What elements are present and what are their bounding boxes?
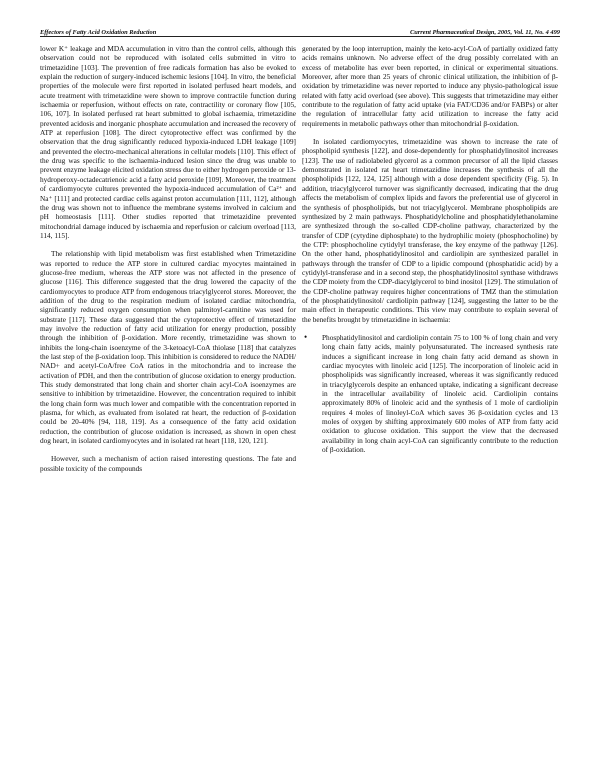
running-header-journal: Current Pharmaceutical Design, 2005, Vol. 11, No. 4 499 — [409, 29, 560, 36]
paragraph: The relationship with lipid metabolism was first established when Trimetazidine was reported to reduce the ATP store in cultured cardiac myocytes maintained in glucose-free medium, whereas the ATP store was not affected in the presence of glucose [116]. This difference suggested that the drug lowered the capacity of the cardiomyocytes to produce ATP from endogenous triacylglycerol stores. Moreover, the addition of the drug to the respiration medium of isolated cardiac mitochondria, significantly reduced oxygen consumption when palmitoyl-carnitine was used for substrate [117]. These data suggested that the cytoprotective effect of trimetazidine may involve the reduction of fatty acid utilization for energy production, possibly through the inhibition of β-oxidation. More recently, trimetazidine was shown to inhibits the long-chain isoenzyme of the 3-ketoacyl-CoA thiolase [118] that catalyzes the last step of the β-oxidation loop. This inhibition is considered to reduce the NADH/ NAD+ and acetyl-CoA/free CoA ratios in the mitochondria and to increase the activation of PDH, and then the contribution of glucose oxidation to energy production. This study demonstrated that long chain and shorter chain acyl-CoA isoenzymes are sensitive to inhibition by trimetazidine. However, the concentration required to inhibit the long chain form was much lower and compatible with the concentration reported in plasma, for which, as evaluated from isolated rat heart, the reduction of β-oxidation could be 20-40% [94, 118, 119]. As a consequence of the fatty acid oxidation reduction, the contribution of glucose oxidation is increased, as shown in open chest dog heart, in isolated cardiomyocytes and in isolated rat heart [118, 120, 121]. — [40, 249, 296, 446]
bullet-list — [302, 333, 558, 454]
running-header-title: Effectors of Fatty Acid Oxidation Reduction — [40, 29, 157, 36]
header-rule — [40, 36, 560, 37]
paragraph: However, such a mechanism of action raised interesting questions. The fate and possible toxicity of the compounds — [40, 454, 296, 473]
paragraph: lower K⁺ leakage and MDA accumulation in vitro than the control cells, although this observation could not be reproduced with isolated cells submitted in vitro to trimetazidine [103]. The prevention of free radicals formation has also be evoked to explain the reduction of surgery-induced ischemic lesions [104]. In vitro, the beneficial properties of the molecule were first reported in isolated perfused heart models, and acute treatment with trimetazidine were shown to improve contractile function during ischaemia or reperfusion, without effects on rate, contractility or coronary flow [105, 106, 107]. In isolated perfused rat heart submitted to global ischaemia, trimetazidine prevented acidosis and inorganic phosphate accumulation and increased the recovery of ATP at reperfusion [108]. The direct cytoprotective effect was confirmed by the observation that the drug significantly reduced hypoxia-induced LDH leakage [109] and prevented the electro-mechanical alterations in cellular models [110]. This effect of the drug was specific to the ischaemia-induced lesion since the drug was unable to prevent enzyme leakage elicited oxidation stress due to either hydrogen peroxide or 13-hydroperoxy-octadecatrienoic acid a fatty acid peroxide [109]. Moreover, the treatment of cardiomyocyte cultures prevented the hypoxia-induced accumulation of Ca²⁺ and Na⁺ [111] and protected cardiac cells against proton accumulation [111, 112], although the drug was shown not to influence the membrane systems involved in calcium and pH homeostasis [111]. Other studies reported that trimetazidine prevented mitochondrial damage induced by ischaemia and reperfusion or calcium overload [113, 114, 115]. — [40, 44, 296, 240]
paragraph: In isolated cardiomyocytes, trimetazidine was shown to increase the rate of phospholipid synthesis [122], and dose-dependently for phosphatidylinositol increases [123]. The use of radiolabeled glycerol as a common precursor of all the lipid classes demonstrated in isolated rat heart trimetazidine increases the synthesis of all the phospholipids [122, 124, 125] although with a dose dependent specificity (Fig. 5). In addition, triacylglycerol turnover was significantly decreased, indicating that the drug affects the metabolism of complex lipids and favors the preferential use of glycerol in the synthesis of phospholipids, but not triacylglycerol. Membrane phospholipids are synthesized by 2 main pathways. Phosphatidylcholine and phosphatidylethanolamine are synthesized through the so-called CDP-choline pathway, characterized by the transfer of CDP (cytydine diphosphate) to the hydrophilic moiety (phosphocholine) by the CTP: phosphocholine cytidylyl transferase, the key enzyme of the pathway [126]. On the other hand, phosphatidylinositol and cardiolipin are synthesized parallel in pathways through the transfer of CDP to a lipidic compound (phosphatidic acid) by a cytidylyl-transferase and in a second step, the phosphatidylinositol synthase withdraws the CDP moiety from the CDP-diacylglycerol to bind inositol [129]. The stimulation of the CDP-choline pathway requires higher concentrations of TMZ than the stimulation of the phosphatidylinositol/ cardiolipin pathway [124], suggesting the latter to be the main effect in therapeutic conditions. This view may contribute to explain several of the benefits brought by trimetazidine in ischaemia: — [302, 137, 558, 324]
right-column — [302, 44, 558, 454]
left-column — [40, 44, 296, 482]
bullet-item: • Phosphatidylinositol and cardiolipin contain 75 to 100 % of long chain and very long chain fatty acids, mainly polyunsaturated. The increased synthesis rate induces a significant increase in long chain fatty acid demand as shown in cardiac myocytes with linoleic acid [125]. The incorporation of linoleic acid in phospholipids was significantly increased, whereas it was significantly reduced in triacylglycerols despite an enhanced uptake, indicating a significant decrease in the intracellular availability of linoleic acid. Cardiolipin contains approximately 80% of linoleic acid and the synthesis of 1 mole of cardiolipin requires 4 moles of linoleyl-CoA which saves 36 β-oxidation cycles and 13 moles of oxygen by shifting approximately 600 moles of ATP from fatty acid oxidation to glucose oxidation. This support the view that the decreased availability in long chain acyl-CoA can significantly contribute to the reduction of β-oxidation. — [302, 333, 558, 454]
paragraph: generated by the loop interruption, mainly the keto-acyl-CoA of partially oxidized fatty acids remains unknown. No adverse effect of the drug possibly correlated with an excess of metabolite has ever been reported, in clinical or experimental situations. Moreover, after more than 25 years of chronic clinical utilization, the inhibition of β-oxidation by trimetazidine was never reported to induce any physio-pathological issue related with fatty acid overload (see above). This suggests that trimetazidine may either contribute to the regulation of fatty acid uptake (via FAT/CD36 and/or FABPs) or alter the regulation of intracellular fatty acid utilization to increase the fatty acid requirements in metabolic pathways other than mitochondrial β-oxidation. — [302, 44, 558, 128]
running-header — [40, 22, 560, 36]
